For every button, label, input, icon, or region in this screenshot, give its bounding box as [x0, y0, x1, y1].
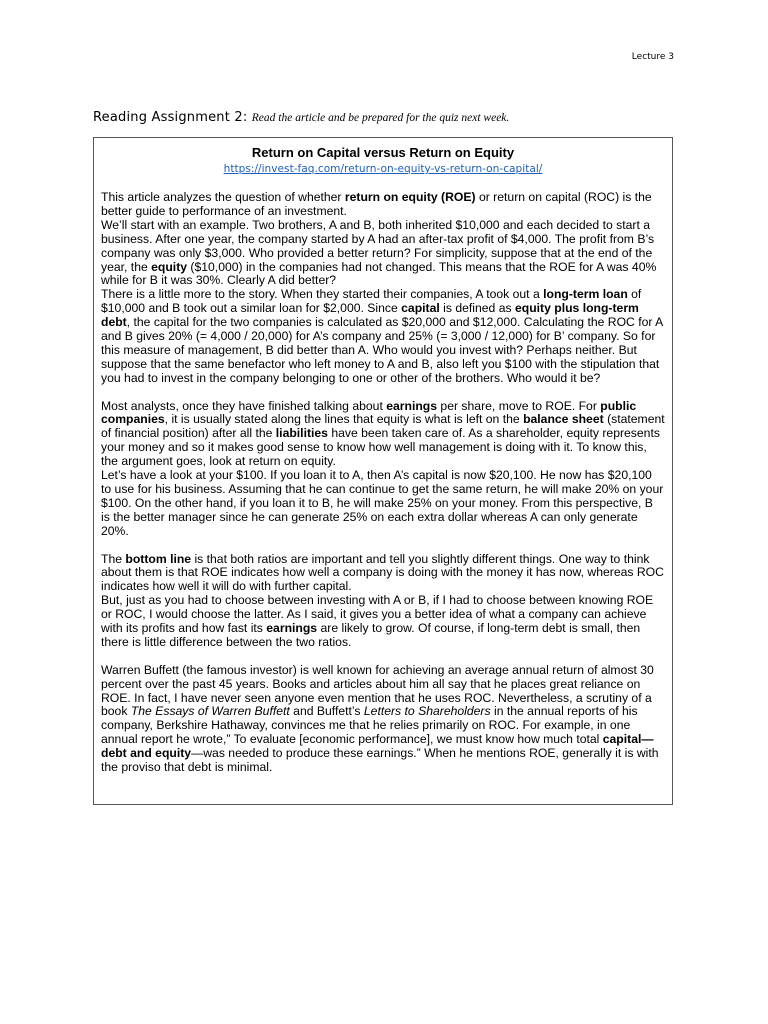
paragraph-analysts: Most analysts, once they have finished talking about earnings per share, move to ROE. For public companies, it is usually stated along the lines that equity is what is left on the balance sheet (statement of financial position) after all the liabilities have been taken care of. As a shareholder, equity represents your money and so it makes good sense to know how well management is doing with it. To know this, the argument goes, look at return on equity.: [101, 398, 665, 469]
paragraph-choice: But, just as you had to choose between investing with A or B, if I had to choose between knowing ROE or ROC, I would choose the latter. As I said, it gives you a better idea of what a company can achieve with its profits and how fast its earnings are likely to grow. Of course, if long-term debt is small, then there is little difference between the two ratios.: [101, 593, 654, 649]
assignment-colon: :: [242, 110, 252, 125]
article-title: Return on Capital versus Return on Equity: [251, 145, 515, 160]
paragraph-hundred-dollars: Let’s have a look at your $100. If you loan it to A, then A’s capital is now $20,100. He now has $20,100 to use for his business. Assuming that he can continue to get the same return, he will make 20% on your $100. On the other hand, if you loan it to B, he will make 25% on your money. From this perspective, B is the better manager since he can generate 25% on each extra dollar whereas A can only generate 20%.: [101, 468, 664, 538]
paragraph-intro: This article analyzes the question of whether return on equity (ROE) or return on capital (ROC) is the better guide to performance of an investment.: [101, 190, 652, 218]
assignment-label: Reading Assignment 2: [93, 110, 243, 125]
lecture-label: Lecture 3: [631, 52, 674, 62]
article-link[interactable]: https://invest-faq.com/return-on-equity-vs-return-on-capital/: [223, 163, 543, 175]
article-box: [93, 137, 673, 805]
paragraph-bottom-line: The bottom line is that both ratios are important and tell you slightly different things. One way to think about them is that ROE indicates how well a company is doing with the money it has now, whereas ROC indicates how well it will do with further capital.: [101, 551, 664, 594]
assignment-heading: [93, 108, 693, 126]
paragraph-example: We’ll start with an example. Two brothers, A and B, both inherited $10,000 and each decided to start a business. After one year, the company started by A had an after-tax profit of $4,000. The profit from B’s company was only $3,000. Who provided a better return? For simplicity, suppose that at the end of the year, the equity ($10,000) in the companies had not changed. This means that the ROE for A was 40% while for B it was 30%. Clearly A did better?: [101, 217, 657, 288]
paragraph-buffett: Warren Buffett (the famous investor) is well known for achieving an average annual return of almost 30 percent over the past 45 years. Books and articles about him all say that he places great reliance on ROE. In fact, I have never seen anyone even mention that he uses ROC. Nevertheless, a scrutiny of a book The Essays of Warren Buffett and Buffett’s Letters to Shareholders in the annual reports of his company, Berkshire Hathaway, convinces me that he relies primarily on ROC. For example, in one annual report he wrote,” To evaluate [economic performance], we must know how much total capital—debt and equity—was needed to produce these earnings.” When he mentions ROE, generally it is with the proviso that debt is minimal.: [101, 662, 659, 775]
assignment-instruction: Read the article and be prepared for the quiz next week.: [251, 112, 510, 124]
paragraph-capital: There is a little more to the story. When they started their companies, A took out a long-term loan of $10,000 and B took out a similar loan for $2,000. Since capital is defined as equity plus long-term debt, the capital for the two companies is calculated as $20,000 and $12,000. Calculating the ROC for A and B gives 20% (= 4,000 / 20,000) for A’s company and 25% (= 3,000 / 12,000) for B’ company. So for this measure of management, B did better than A. Who would you invest with? Perhaps neither. But suppose that the same benefactor who left money to A and B, also left you $100 with the stipulation that you had to invest in the company belonging to one or other of the brothers. Who would it be?: [101, 287, 663, 385]
